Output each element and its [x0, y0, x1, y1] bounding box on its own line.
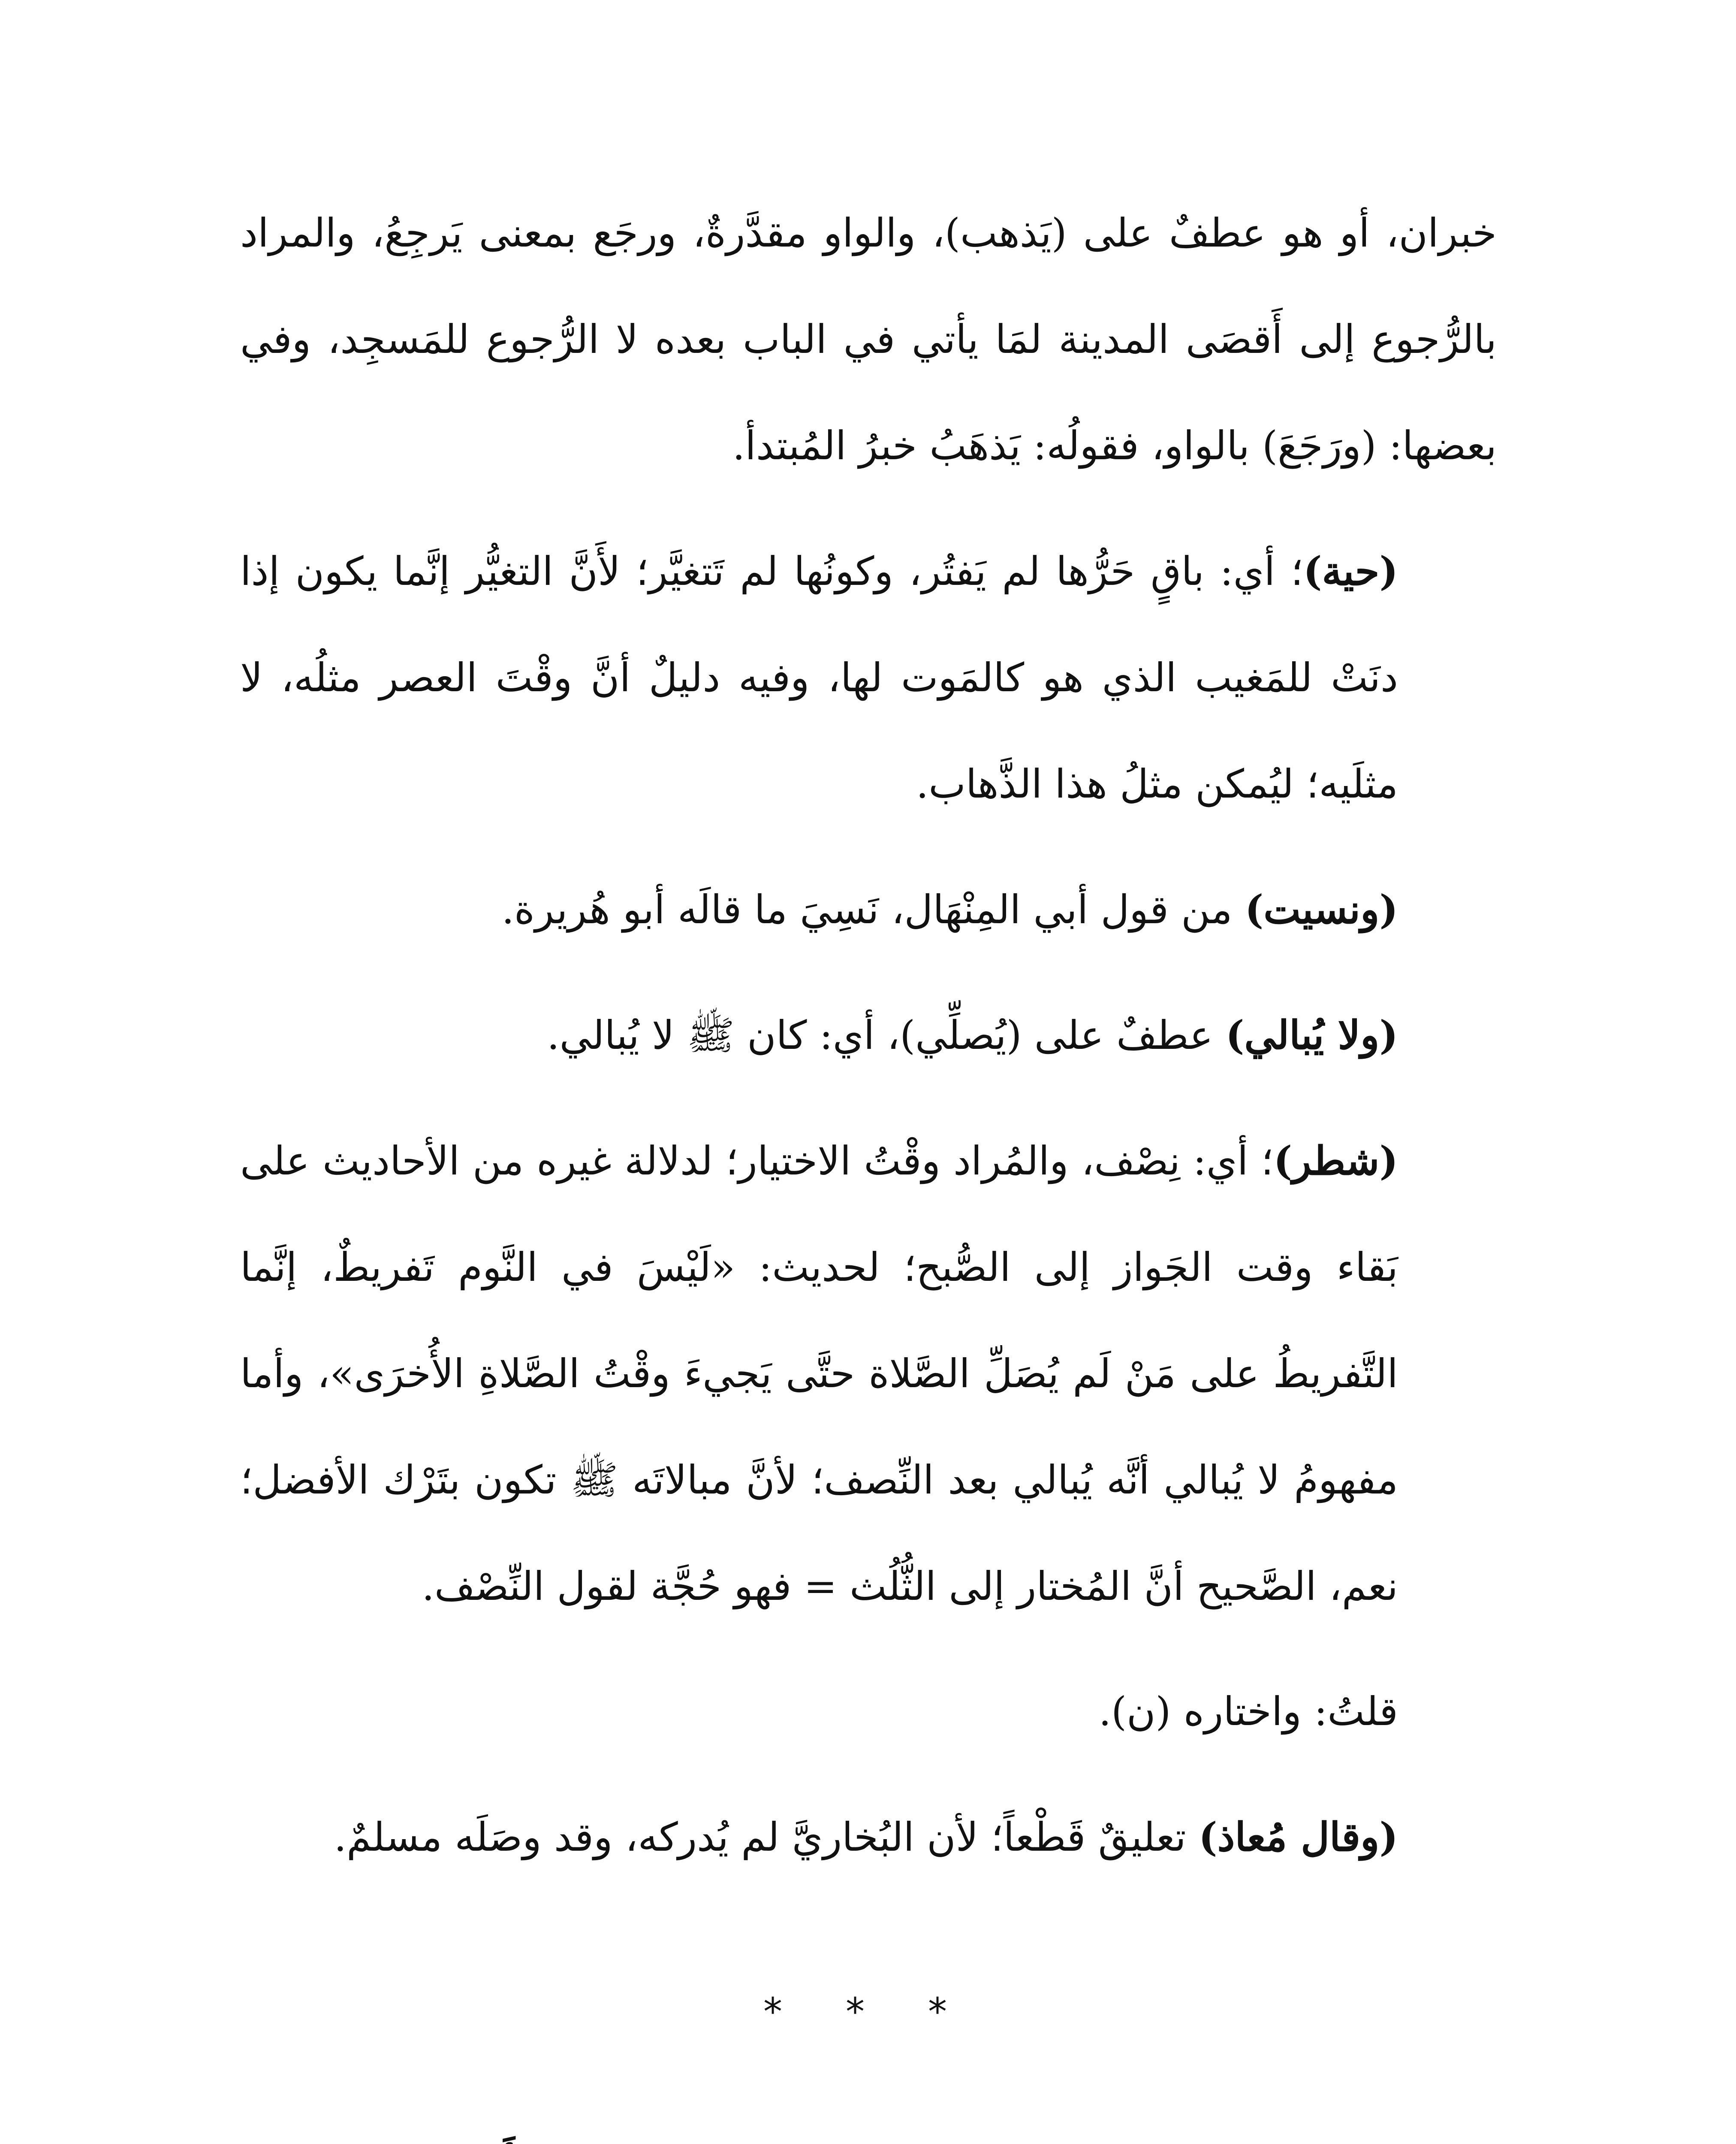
text-line: النَّوم تَفريطٌ، إنَّما التَّفريطُ على مَنْ لَم يُصَلِّ الصَّلاة حتَّى يَجيءَ وقْتُ	[240, 1244, 1398, 1397]
text-line: للمَسجِد، وفي بعضها: (ورَجَعَ) بالواو، فقولُه: يَذهَبُ خبرُ المُبتدأ.	[240, 316, 1497, 469]
lemma-heading: (ونسيت)	[1245, 886, 1398, 933]
commentary-paragraph-6	[240, 1659, 1497, 1765]
commentary-paragraph-5	[240, 1108, 1497, 1640]
commentary-paragraph-2	[240, 518, 1497, 837]
text-line: ؛ أي: نِصْف، والمُراد وقْتُ الاختيار؛ لدلالة غيره من	[472, 1138, 1274, 1184]
text-line: الأحاديث على بَقاء وقت الجَواز إلى الصُّبح؛ لحديث: «لَيْسَ في	[240, 1138, 1398, 1290]
text-line: تعليقٌ قَطْعاً؛ لأن البُخاريَّ لم يُدركه، وقد وصَلَه	[455, 1814, 1199, 1860]
lemma-heading: (حية)	[1303, 548, 1398, 594]
commentary-paragraph-1	[240, 180, 1497, 499]
text-line: الصَّلاةِ الأُخرَى»، وأما مفهومُ لا يُبالي أنَّه يُبالي بعد النِّصف؛ لأنَّ	[240, 1351, 1398, 1503]
commentary-paragraph-4	[240, 982, 1497, 1089]
lemma-heading: (وقال مُعاذ)	[1198, 1814, 1398, 1860]
text-line: العصر مثلُه، لا مثلَيه؛ ليُمكن مثلُ هذا الذَّهاب.	[240, 655, 1398, 807]
text-line: = فهو حُجَّة لقول النِّصْف.	[422, 1563, 837, 1609]
text-line: قلتُ: واختاره (ن).	[1098, 1689, 1398, 1734]
text-line: إنَّما يكون إذا دنَتْ للمَغيب الذي هو كالمَوت لها، وفيه دليلٌ أنَّ وقْتَ	[240, 548, 1398, 701]
lemma-heading: (ولا يُبالي)	[1225, 1012, 1398, 1058]
section-separator: * * *	[763, 1990, 973, 2034]
lemma-heading: (شطر)	[1273, 1138, 1398, 1184]
text-line: مسلمٌ.	[334, 1814, 443, 1860]
commentary-paragraph-7	[240, 1784, 1497, 1891]
text-line: عطفٌ على (يُصلِّي)، أي: كان ﷺ لا يُبالي.	[547, 1012, 1226, 1058]
commentary-paragraph-3	[240, 856, 1497, 963]
hadith-heading	[240, 2127, 1497, 2144]
text-line: خبران، أو هو عطفٌ على (يَذهب)، والواو مقدَّرةٌ، ورجَع بمعنى يَرجِعُ،	[371, 210, 1497, 256]
text-line: ؛ أي: باقٍ حَرُّها لم يَفتُر، وكونُها لم تَتغيَّر؛ لأَنَّ التغيُّر	[465, 548, 1303, 594]
text-line: من قول أبي المِنْهَال، نَسِيَ ما قالَه أبو هُريرة.	[501, 887, 1245, 933]
text-line: والمراد بالرُّجوع إلى أَقصَى المدينة لمَا يأتي في الباب بعده لا الرُّجوع	[240, 210, 1497, 362]
text-line: مبالاتَه ﷺ تكون بتَرْك الأفضل؛ نعم، الصَّحيح أنَّ المُختار إلى الثُّلُث	[240, 1457, 1398, 1609]
commentary-text	[240, 180, 1497, 1891]
